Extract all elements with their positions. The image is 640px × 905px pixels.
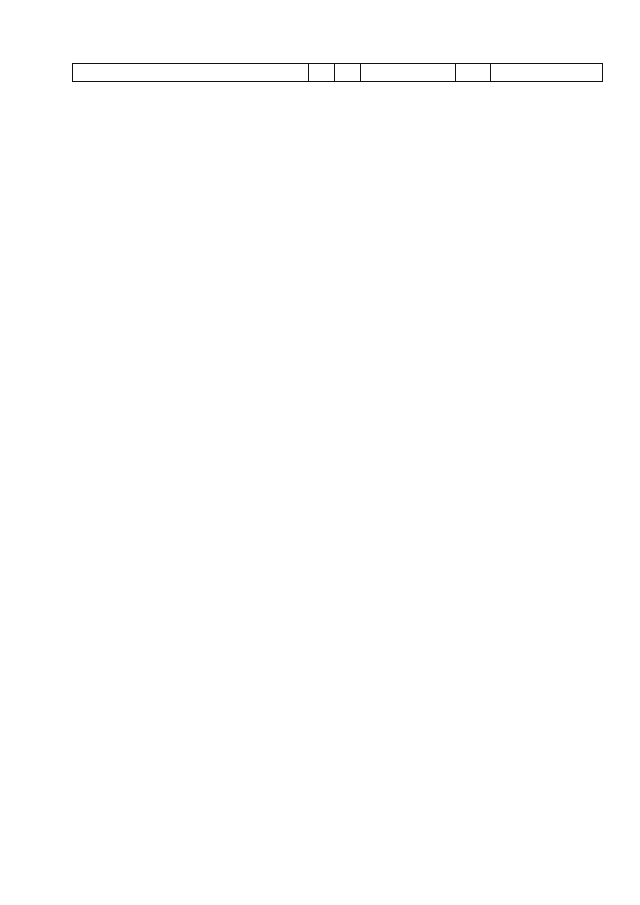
column-header-table: [72, 63, 603, 82]
column-header-row: [73, 64, 603, 82]
column-header-5: [456, 64, 491, 82]
column-header-3: [335, 64, 361, 82]
column-header-1: [73, 64, 309, 82]
column-header-2: [309, 64, 335, 82]
column-header-6: [491, 64, 603, 82]
column-header-4: [361, 64, 456, 82]
